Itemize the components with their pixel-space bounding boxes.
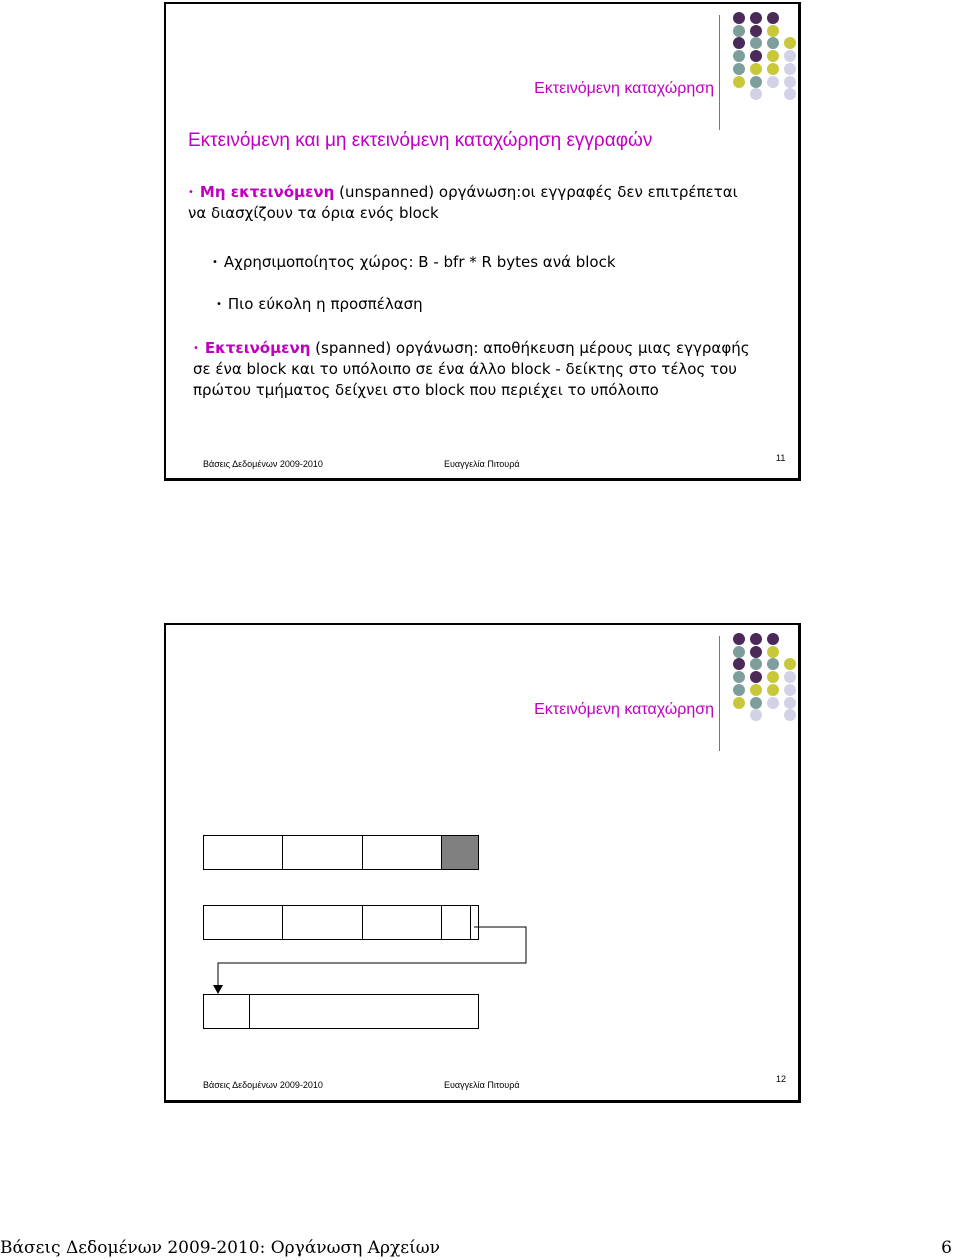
page-number: 6 bbox=[941, 1238, 952, 1258]
footer-author: Ευαγγελία Πιτουρά bbox=[444, 459, 520, 469]
sub-bullet-unused-space bbox=[212, 252, 616, 273]
bullet-icon: • bbox=[212, 257, 218, 268]
sub-bullet-easier-access bbox=[216, 294, 423, 315]
term-spanned: Εκτεινόμενη bbox=[204, 339, 311, 357]
bullet-text: (spanned) οργάνωση: αποθήκευση μέρους μιας εγγραφής bbox=[315, 339, 750, 357]
slide-title: Εκτεινόμενη καταχώρηση bbox=[534, 701, 714, 718]
decorative-dot bbox=[733, 63, 745, 75]
sub-bullet-text: Πιο εύκολη η προσπέλαση bbox=[227, 295, 423, 313]
decorative-dot bbox=[750, 25, 762, 37]
decorative-dot bbox=[767, 37, 779, 49]
decorative-dot bbox=[784, 37, 796, 49]
bullet-unspanned-line2: να διασχίζουν τα όρια ενός block bbox=[188, 204, 439, 222]
decorative-dot bbox=[767, 50, 779, 62]
decorative-dot bbox=[750, 76, 762, 88]
decorative-dot bbox=[750, 88, 762, 100]
free-space-cell bbox=[249, 994, 479, 1029]
decorative-dot bbox=[733, 12, 745, 24]
bullet-spanned-line3: πρώτου τμήματος δείχνει στο block που περιέχει το υπόλοιπο bbox=[193, 381, 659, 399]
bullet-spanned-line2: σε ένα block και το υπόλοιπο σε ένα άλλο block - δείκτης στο τέλος του bbox=[193, 360, 737, 378]
bullet-text: (unspanned) οργάνωση:οι εγγραφές δεν επιτρέπεται bbox=[339, 183, 738, 201]
footer-course: Βάσεις Δεδομένων 2009-2010 bbox=[203, 459, 323, 469]
decorative-dot bbox=[733, 25, 745, 37]
slide-12 bbox=[164, 623, 801, 1103]
decorative-dot bbox=[733, 50, 745, 62]
decorative-dot bbox=[750, 12, 762, 24]
footer-course: Βάσεις Δεδομένων 2009-2010 bbox=[203, 1080, 323, 1090]
slide-heading: Εκτεινόμενη και μη εκτεινόμενη καταχώρηση εγγραφών bbox=[188, 130, 653, 151]
decorative-dot bbox=[784, 88, 796, 100]
decorative-dot bbox=[767, 63, 779, 75]
decorative-dot bbox=[750, 63, 762, 75]
decorative-dot bbox=[767, 25, 779, 37]
bullet-spanned bbox=[193, 338, 750, 359]
slide-11 bbox=[164, 2, 801, 481]
title-divider-line bbox=[719, 15, 720, 130]
term-unspanned: Μη εκτεινόμενη bbox=[199, 183, 335, 201]
slide-number: 11 bbox=[776, 453, 786, 463]
decorative-dot bbox=[784, 63, 796, 75]
bullet-icon: • bbox=[193, 343, 199, 354]
remainder-cell bbox=[203, 994, 250, 1029]
bullet-unspanned bbox=[188, 182, 738, 203]
decorative-dot bbox=[784, 76, 796, 88]
decorative-dot bbox=[750, 50, 762, 62]
page-footer-label: Βάσεις Δεδομένων 2009-2010: Οργάνωση Αρχείων bbox=[0, 1238, 440, 1258]
bullet-icon: • bbox=[216, 299, 222, 310]
slide-title: Εκτεινόμενη καταχώρηση bbox=[534, 80, 714, 97]
decorative-dot bbox=[733, 37, 745, 49]
decorative-dot bbox=[750, 37, 762, 49]
decorative-dot bbox=[733, 76, 745, 88]
slide-number: 12 bbox=[776, 1074, 787, 1084]
bullet-icon: • bbox=[188, 187, 194, 198]
decorative-dot bbox=[767, 76, 779, 88]
page-footer-text bbox=[0, 1238, 440, 1258]
footer-author: Ευαγγελία Πιτουρά bbox=[444, 1080, 520, 1090]
sub-bullet-text: Αχρησιμοποίητος χώρος: B - bfr * R bytes ανά block bbox=[223, 253, 616, 271]
decorative-dot bbox=[767, 12, 779, 24]
decorative-dot bbox=[784, 50, 796, 62]
